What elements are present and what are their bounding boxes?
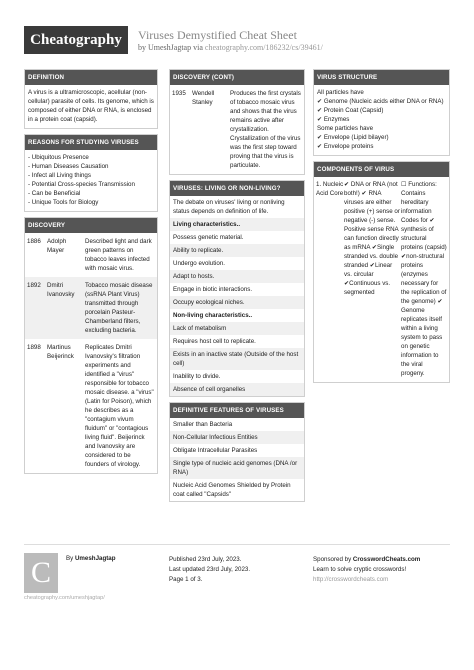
reasons-section xyxy=(24,134,158,212)
list-item: ✔ Genome (Nucleic acids either DNA or RNA) xyxy=(317,98,444,105)
list-item: ✔ Envelope (Lipid bilayer) xyxy=(317,134,389,141)
check-icon: ✔ xyxy=(317,134,324,141)
defining-section xyxy=(169,402,305,502)
definition-text: A virus is a ultramicroscopic, acellular (non-cellular) parasite of cells. Its genome, which is composed of either DNA or RNA, is enclosed in a protein coat (capsid). xyxy=(28,89,154,123)
discovery-description: Replicates Dmitri Ivanovsky's filtration experiments and identified a "virus" responsible for tobacco mosaic disease. a "virus" (Latin for Poison), which he describes as a "contagium vivum fluidum" or "contagious living fluid". Beijerinck and Ivanovsky are considered to be founders of virology. xyxy=(85,344,154,468)
list-item: Some particles have xyxy=(317,125,374,132)
updated-date: Last updated 23rd July, 2023. xyxy=(169,566,251,573)
discovery-description: Produces the first crystals of tobacco mosaic virus and shows that the virus remains active after crystallization. Crystallization of the virus was the first step toward proving that the virus is particulate. xyxy=(230,90,301,169)
discovery-year: 1892 xyxy=(27,282,41,289)
section-heading: DISCOVERY xyxy=(25,218,157,233)
discovery-description: Tobacco mosaic disease (ssRNA Plant Virus) transmitted through porcelain Pasteur-Chamberland filters, excluding bacteria. xyxy=(85,282,153,334)
check-icon: ✔ xyxy=(317,116,324,123)
page-footer xyxy=(24,544,450,603)
column-2 xyxy=(169,69,305,507)
table-row: Lack of metabolism xyxy=(170,322,304,335)
section-heading: VIRUSES: LIVING OR NON-LIVING? xyxy=(170,181,304,196)
published-date: Published 23rd July, 2023. xyxy=(169,556,242,563)
table-row: Non-living characteristics.. xyxy=(173,312,253,319)
table-row: Adapt to hosts. xyxy=(170,270,304,283)
table-row: Inability to divide. xyxy=(173,373,221,380)
table-row: Requires host cell to replicate. xyxy=(173,338,256,345)
table-row: Single type of nucleic acid genomes (DNA /or RNA) xyxy=(170,457,304,479)
table-row xyxy=(314,177,449,382)
section-heading: COMPONENTS OF VIRUS xyxy=(314,162,449,177)
sponsor-tagline: Learn to solve cryptic crosswords! xyxy=(313,566,407,573)
table-row: Obligate Intracellular Parasites xyxy=(173,447,258,454)
discovery-description: Described light and dark green patterns on tobacco leaves infected with mosaic virus. xyxy=(85,238,152,272)
list-item: ✔ Enzymes xyxy=(317,116,350,123)
table-row: Ability to replicate. xyxy=(170,244,304,257)
discovery-scientist: Martinus Beijerinck xyxy=(47,344,74,360)
table-row: Possess genetic material. xyxy=(173,234,244,241)
list-item: - Unique Tools for Biology xyxy=(28,199,99,206)
list-item: All particles have xyxy=(317,89,364,96)
living-intro: The debate on viruses' living or nonliving status depends on definition of life. xyxy=(173,199,285,215)
author-avatar: C xyxy=(24,553,58,593)
list-item: - Potential Cross-species Transmission xyxy=(28,181,135,188)
section-heading: REASONS FOR STUDYING VIRUSES xyxy=(25,135,157,150)
structure-section xyxy=(313,69,450,156)
table-row: Nucleic Acid Genomes Shielded by Protein coat called "Capsids" xyxy=(173,482,291,498)
footer-dates xyxy=(169,555,250,585)
discovery-year: 1935 xyxy=(172,90,186,97)
author-profile-link[interactable]: cheatography.com/umeshjagtap/ xyxy=(24,595,105,601)
page-header xyxy=(0,0,474,62)
table-row: Engage in biotic interactions. xyxy=(173,286,253,293)
living-section xyxy=(169,180,305,397)
sponsor-link[interactable]: CrosswordCheats.com xyxy=(352,556,421,563)
table-row: Non-Cellular Infectious Entities xyxy=(170,431,304,444)
list-item: - Can be Beneficial xyxy=(28,190,81,197)
list-item: - Infect all Living things xyxy=(28,172,91,179)
footer-sponsor xyxy=(313,555,420,585)
list-item: - Ubiquitous Presence xyxy=(28,154,89,161)
check-icon: ✔ xyxy=(317,98,324,105)
list-item: ✔ Protein Coat (Capsid) xyxy=(317,107,384,114)
column-3 xyxy=(313,69,450,388)
check-icon: ✔ xyxy=(317,143,324,150)
list-item: - Human Diseases Causation xyxy=(28,163,109,170)
section-heading: DEFINITION xyxy=(25,70,157,85)
table-row: Living characteristics.. xyxy=(170,218,304,231)
table-row xyxy=(25,339,157,473)
table-row: Occupy ecological niches. xyxy=(170,296,304,309)
discovery-scientist: Dmitri Ivanovsky xyxy=(47,282,75,298)
table-row xyxy=(25,277,157,339)
discovery-year: 1886 xyxy=(27,238,41,245)
definition-section xyxy=(24,69,158,129)
component-functions: ☐ Functions: Contains hereditary information Codes for ✔ synthesis of structural proteins (capsid) ✔non-structural proteins (enzymes necessary for the replication of the genome) ✔ Genome replicates itself within a living system to pass on genetic information to the viral progeny. xyxy=(401,181,447,377)
table-row xyxy=(170,85,304,174)
discovery-section xyxy=(24,217,158,474)
table-row: Absence of cell organelles xyxy=(170,383,304,396)
sheet-url-link[interactable]: cheatography.com/186232/cs/39461/ xyxy=(204,43,323,52)
discovery-year: 1898 xyxy=(27,344,41,351)
author-link[interactable]: UmeshJagtap xyxy=(74,555,116,562)
page-title: Viruses Demystified Cheat Sheet xyxy=(138,28,297,42)
table-row: Smaller than Bacteria xyxy=(173,421,233,428)
table-row xyxy=(25,233,157,277)
sponsor-line: Sponsored by CrosswordCheats.com xyxy=(313,556,421,563)
discovery-scientist: Adolph Mayer xyxy=(47,238,67,254)
list-item: ✔ Envelope proteins xyxy=(317,143,374,150)
page-number: Page 1 of 3. xyxy=(169,576,203,583)
sponsor-url[interactable]: http://crosswordcheats.com xyxy=(313,576,389,583)
column-1 xyxy=(24,69,158,479)
discovery-cont-section xyxy=(169,69,305,175)
author-link[interactable]: UmeshJagtap xyxy=(148,43,192,52)
cheatography-logo[interactable]: Cheatography xyxy=(24,26,128,54)
byline: by UmeshJagtap via cheatography.com/186232/cs/39461/ xyxy=(138,43,323,52)
component-label: 1. Nucleic Acid Core xyxy=(316,181,344,197)
discovery-scientist: Wendell Stanley xyxy=(192,90,215,106)
check-icon: ✔ xyxy=(317,107,324,114)
table-row: Exists in an inactive state (Outside of the host cell) xyxy=(170,348,304,370)
section-heading: DISCOVERY (CONT) xyxy=(170,70,304,85)
section-heading: VIRUS STRUCTURE xyxy=(314,70,449,85)
section-heading: DEFINITIVE FEATURES OF VIRUSES xyxy=(170,403,304,418)
component-properties: ✔ DNA or RNA (not both!) ✔ RNA viruses are either positive (+) sense or negative (-) sense. Positive sense RNA can function directly as mRNA ✔Single stranded vs. double stranded ✔Linear vs. circular ✔Continuous vs. segmented xyxy=(344,181,400,296)
footer-author: By UmeshJagtap xyxy=(66,555,116,562)
table-row: Undergo evolution. xyxy=(173,260,225,267)
components-section xyxy=(313,161,450,383)
